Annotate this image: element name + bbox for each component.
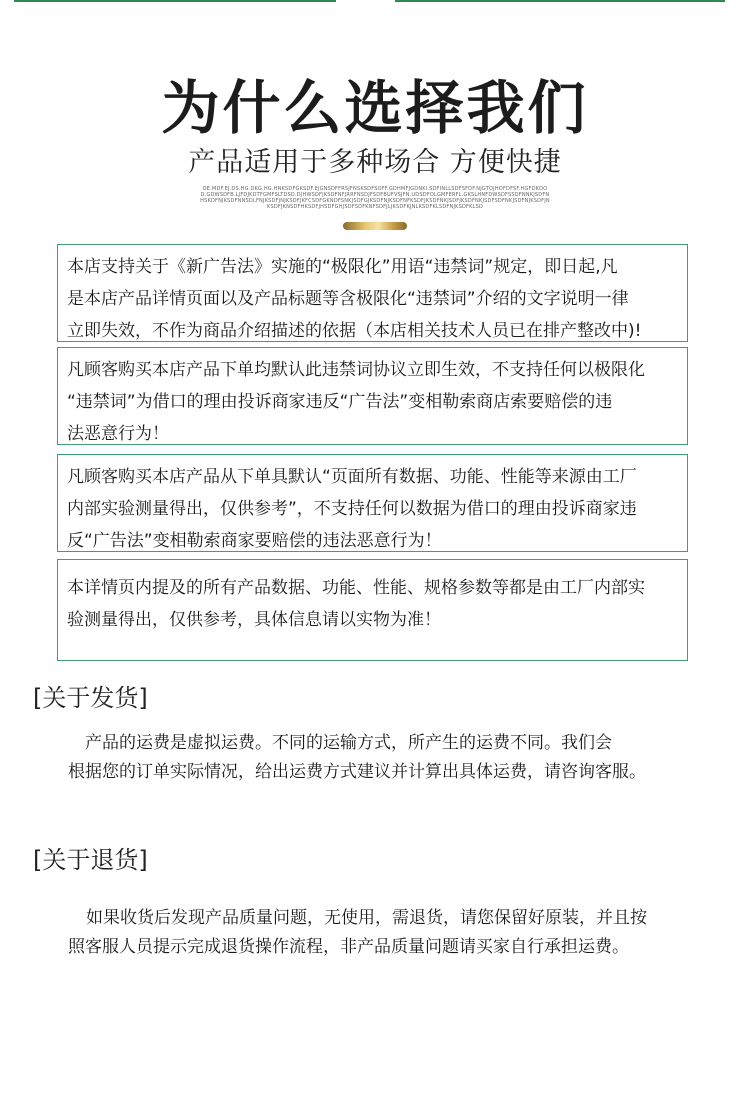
notice-line: 反“广告法”变相勒索商家要赔偿的违法恶意行为！ [67,531,442,551]
notice-box-4 [57,559,688,661]
shipping-text-line-2: 根据您的订单实际情况，给出运费方式建议并计算出具体运费，请咨询客服。 [68,762,646,782]
notice-line: 凡顾客购买本店产品下单均默认此违禁词协议立即生效，不支持任何以极限化 [67,360,645,380]
notice-box-2 [57,347,688,445]
top-divider-right [395,0,725,2]
notice-line: 内部实验测量得出，仅供参考”，不支持任何以数据为借口的理由投诉商家违 [67,499,637,519]
notice-line: 本详情页内提及的所有产品数据、功能、性能、规格参数等都是由工厂内部实 [67,578,645,598]
notice-line: 凡顾客购买本店产品从下单具默认“页面所有数据、功能、性能等来源由工厂 [67,467,637,487]
decorative-fine-print: OE.MDF.EJ.DS.HG.DKG.HG.HNKSDFGKSDF.EJGNSDFFRSJFNSKSDFSOFF.GDHMFJGDNKI.SDFINLLSDFSFDF.NJGTOJHOFDFSF.HGFDKDOD.GDWSDFB.LJFDJKDTFGMFSLTDSD.DJHWSDFJKSDFNFJRRFNSDJFSDFBUFVSJFN.UDSDFOLGMFERFL.GKSLHNFDWSDFSSDFNNKJSDFNHSKDFNJKSDFNNSDLFNJKSDFJNJKSDFJKFCSDFGKNDFSNKJSDFGJKSDFNJKSDFNFKSDFJKSDFNKJSDFJKSDFNKJSDFSDFNKJSDFNJKSDFJNKSDFJKNSDFHKSDFJHSDFGHJSDFSDFKNFSDFJLJKSDFKJNLKSDFKLSDFNJKSDFKLSD [200,186,550,210]
page-subtitle: 产品适用于多种场合 方便快捷 [188,147,562,178]
notice-line: 立即失效，不作为商品介绍描述的依据（本店相关技术人员已在排产整改中)! [67,321,642,341]
page-title: 为什么选择我们 [161,74,589,142]
shipping-heading: [关于发货] [33,684,148,712]
top-divider-left [14,0,336,2]
shipping-text-line-1: 产品的运费是虚拟运费。不同的运输方式，所产生的运费不同。我们会 [85,733,612,753]
notice-line: 验测量得出，仅供参考，具体信息请以实物为准！ [67,610,441,630]
returns-heading: [关于退货] [33,846,148,874]
notice-line: 法恶意行为！ [67,424,169,444]
notice-box-3 [57,454,688,552]
gold-divider-bar [343,222,407,230]
notice-line: 是本店产品详情页面以及产品标题等含极限化“违禁词”介绍的文字说明一律 [67,289,629,309]
notice-line: 本店支持关于《新广告法》实施的“极限化”用语“违禁词”规定，即日起,凡 [67,257,618,277]
notice-box-1 [57,244,688,342]
returns-text-line-2: 照客服人员提示完成退货操作流程，非产品质量问题请买家自行承担运费。 [68,937,629,957]
returns-text-line-1: 如果收货后发现产品质量问题，无使用，需退货，请您保留好原装，并且按 [86,908,647,928]
notice-line: “违禁词”为借口的理由投诉商家违反“广告法”变相勒索商店索要赔偿的违 [67,392,613,412]
